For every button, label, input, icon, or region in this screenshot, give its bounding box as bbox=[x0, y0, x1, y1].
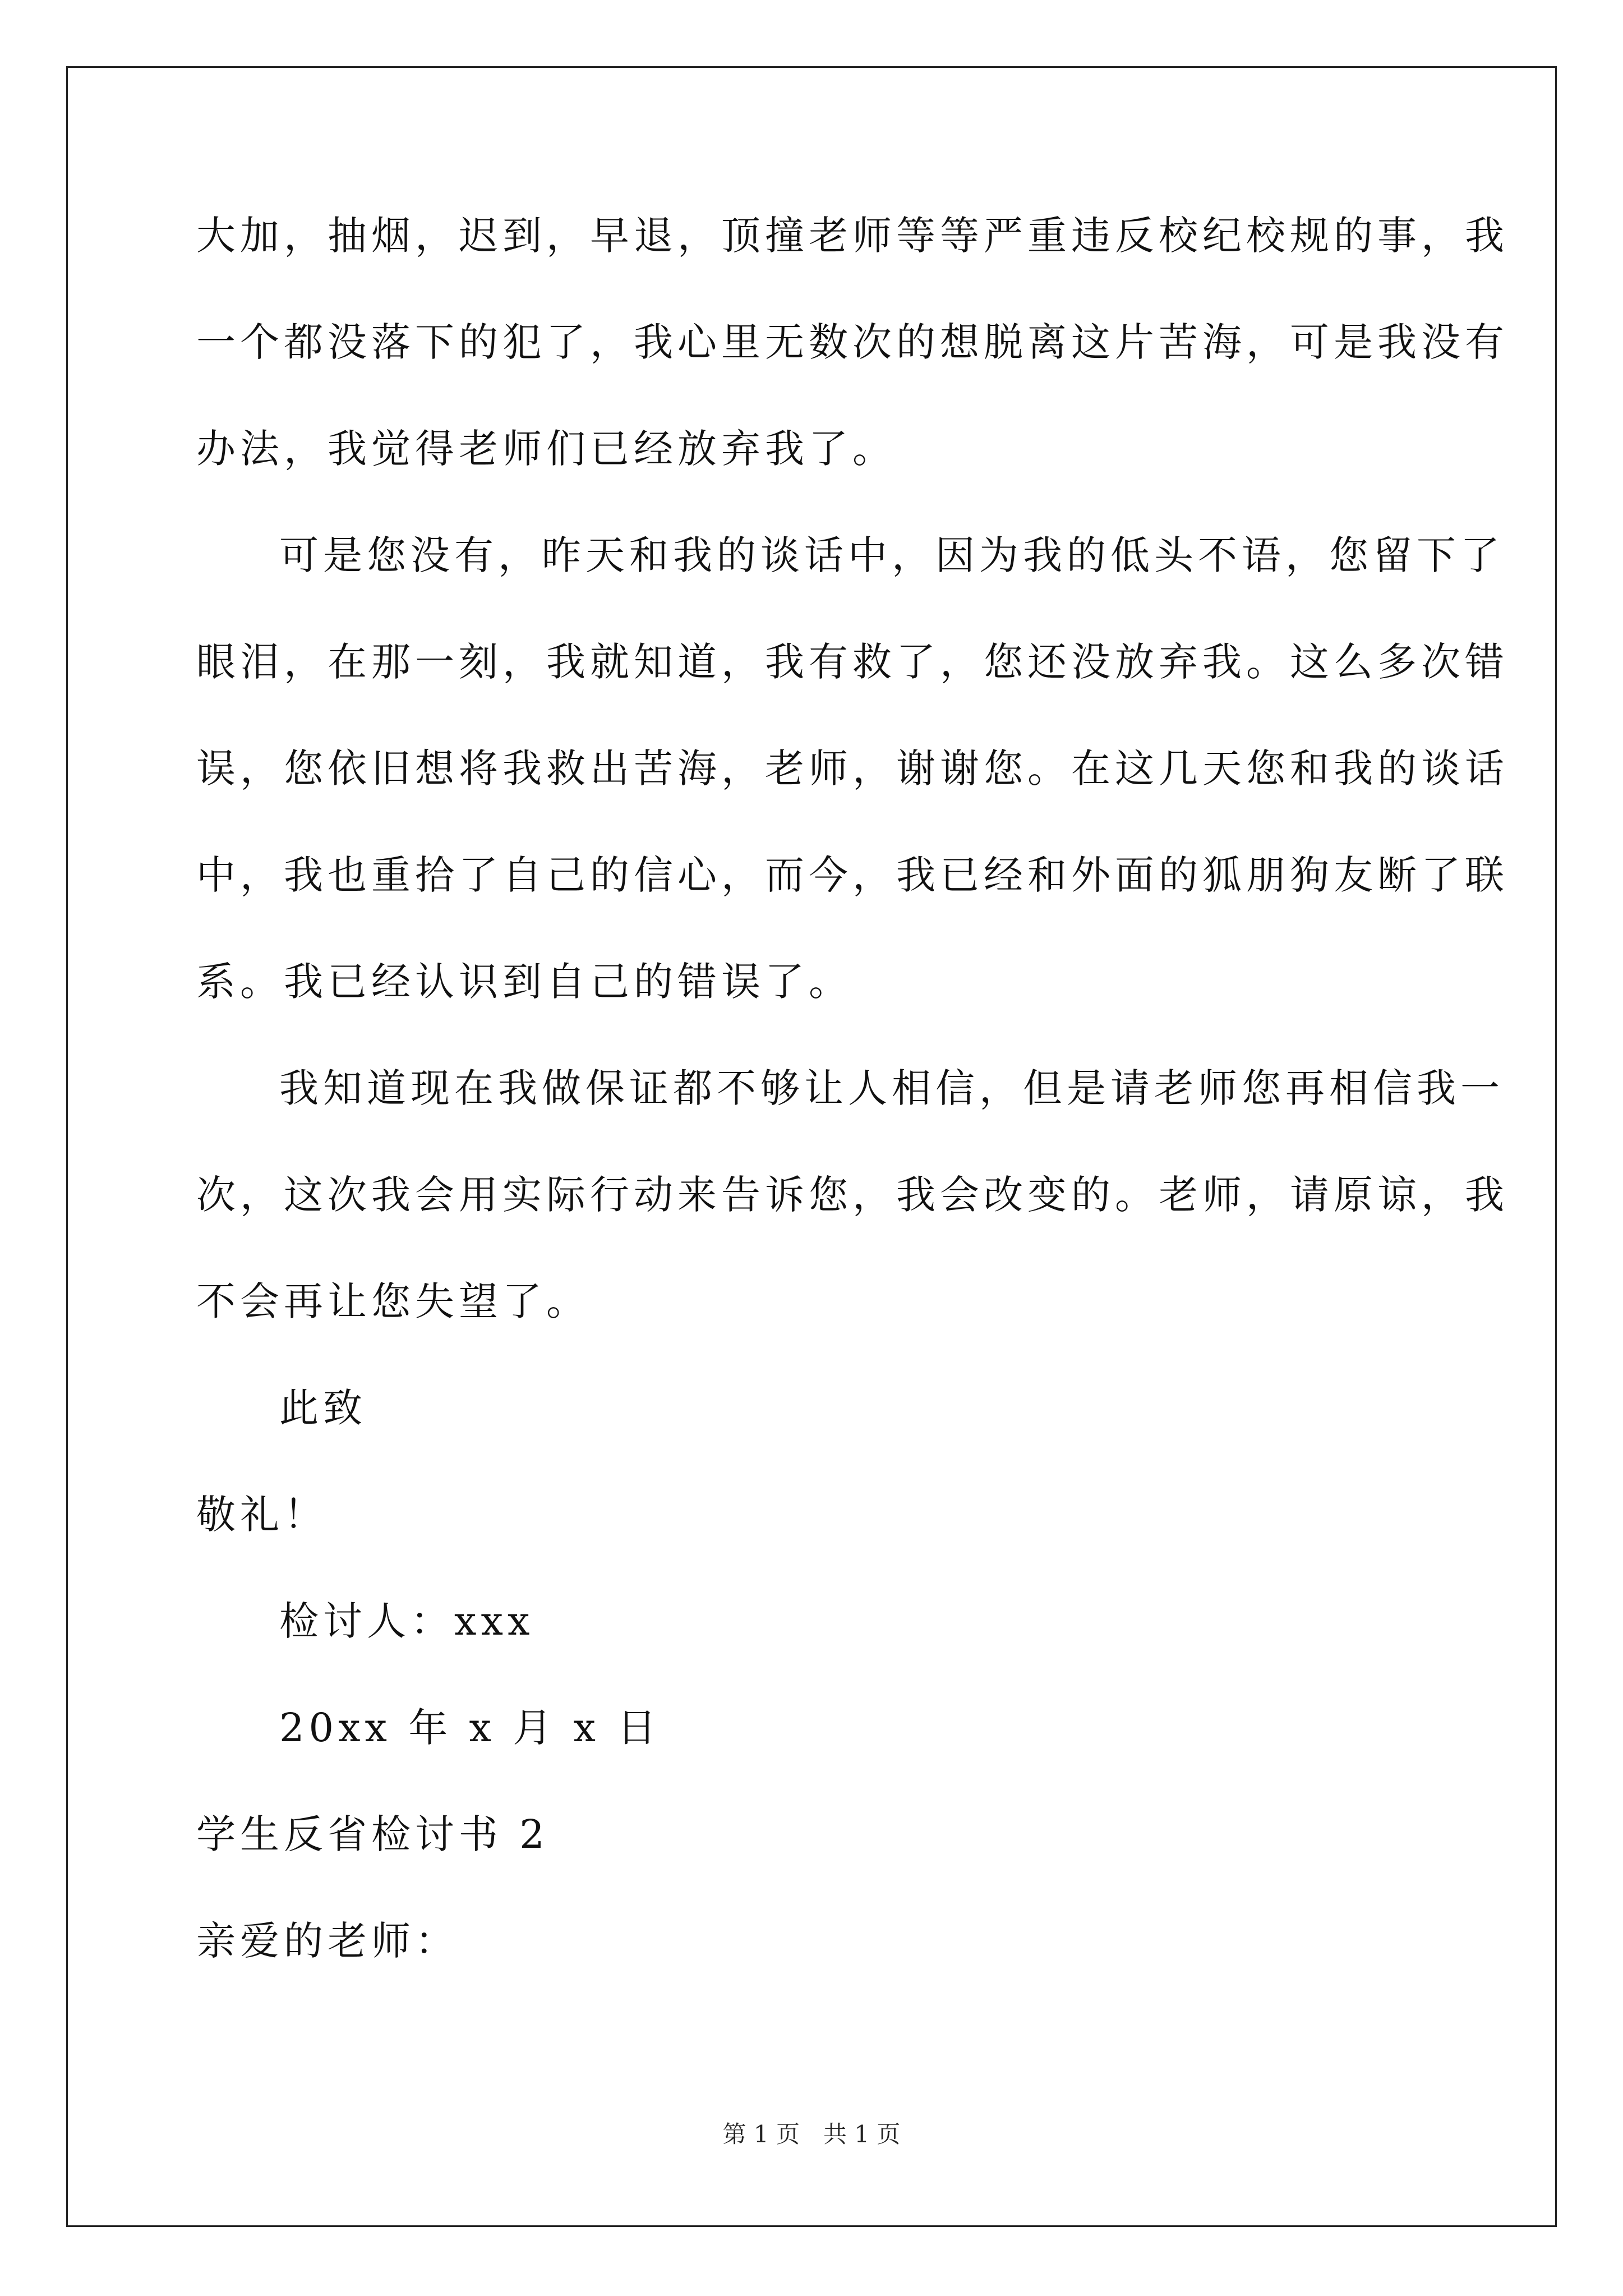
signature-date: 20xx 年 x 月 x 日 bbox=[279, 1705, 661, 1751]
paragraph-line: 不会再让您失望了。 bbox=[196, 1278, 590, 1324]
section-title: 学生反省检讨书 2 bbox=[196, 1811, 549, 1857]
paragraph-line: 系。我已经认识到自己的错误了。 bbox=[196, 959, 852, 1005]
paragraph-line: 可是您没有，昨天和我的谈话中，因为我的低头不语，您留下了 bbox=[279, 532, 1504, 578]
paragraph-line: 眼泪，在那一刻，我就知道，我有救了，您还没放弃我。这么多次错 bbox=[196, 639, 1509, 685]
signature-name: 检讨人：xxx bbox=[279, 1598, 534, 1644]
paragraph-line: 一个都没落下的犯了，我心里无数次的想脱离这片苦海，可是我没有 bbox=[196, 319, 1509, 365]
paragraph-line: 中，我也重拾了自己的信心，而今，我已经和外面的狐朋狗友断了联 bbox=[196, 852, 1509, 898]
closing-regards: 敬礼！ bbox=[196, 1492, 328, 1538]
paragraph-line: 次，这次我会用实际行动来告诉您，我会改变的。老师，请原谅，我 bbox=[196, 1172, 1509, 1218]
paragraph-line: 误，您依旧想将我救出苦海，老师，谢谢您。在这几天您和我的谈话 bbox=[196, 746, 1509, 792]
greeting: 亲爱的老师： bbox=[196, 1918, 459, 1964]
paragraph-line: 办法，我觉得老师们已经放弃我了。 bbox=[196, 426, 896, 472]
paragraph-line: 大加，抽烟，迟到，早退，顶撞老师等等严重违反校纪校规的事，我 bbox=[196, 213, 1509, 259]
paragraph-line: 我知道现在我做保证都不够让人相信，但是请老师您再相信我一 bbox=[279, 1065, 1504, 1111]
closing-salutation: 此致 bbox=[279, 1385, 367, 1431]
page-border bbox=[66, 66, 1557, 2227]
page-number: 第 1 页 共 1 页 bbox=[722, 2120, 901, 2148]
